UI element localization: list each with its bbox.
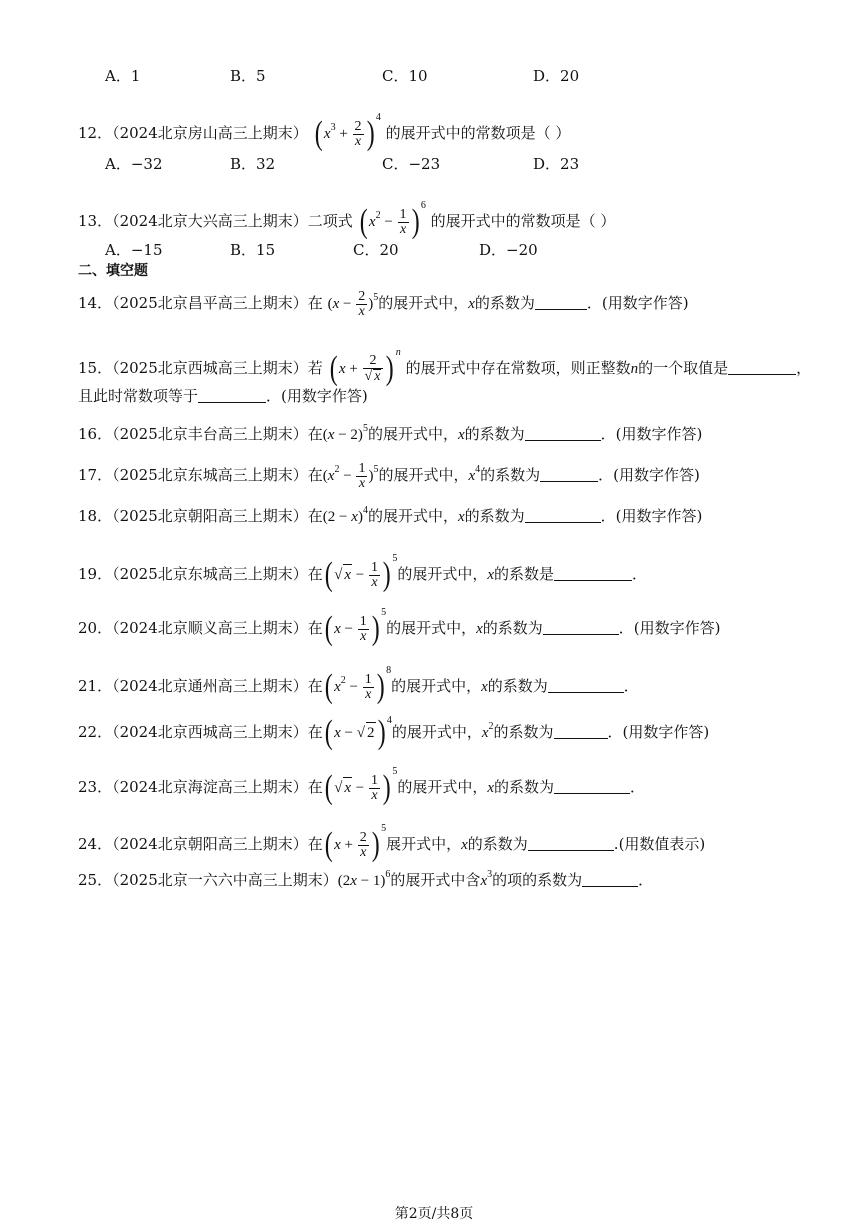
q15-comma: ， [796,359,812,377]
q20-answer-blank[interactable] [543,620,619,635]
q17-mid: 的展开式中， [378,466,469,484]
q22-tail: ．(用数字作答) [607,723,710,741]
q21-mid: 的展开式中， [391,677,482,695]
q15-tail: ．(用数字作答) [266,387,368,405]
q12-option-a: A．−32 [105,155,163,173]
q24-source: （2024北京朝阳高三上期末） [112,835,308,853]
question-18 [78,501,702,527]
q14-number: 14． [78,294,113,312]
q18-tail: ．(用数字作答) [600,507,703,525]
q24-mid: 展开式中， [386,835,462,853]
q20-mid: 的展开式中， [386,619,477,637]
q16-mid: 的展开式中， [367,425,458,443]
q16-answer-blank[interactable] [525,426,601,441]
q12-option-b: B．32 [230,155,276,173]
q18-mid: 的展开式中， [367,507,458,525]
q14-mid: 的展开式中， [378,294,469,312]
q12-option-d: D．23 [533,155,580,173]
q14-answer-blank[interactable] [535,295,587,310]
q25-mid: 的展开式中含 [390,871,481,889]
q23-source: （2024北京海淀高三上期末） [112,778,308,796]
q16-number: 16． [78,425,113,443]
question-15-line-2 [78,386,368,406]
question-17 [78,460,700,491]
question-21 [78,661,639,705]
q23-tail: ． [630,778,646,796]
question-23 [78,762,646,806]
q24-expression: ( x + $\frac{2}{x}$ ) $^5$ [324,823,387,863]
q11-option-d: D．20 [533,67,580,85]
q12-stem: 的展开式中的常数项是（ ） [385,124,571,142]
q22-post: 的系数为 [493,723,554,741]
q19-expression: ( √ x − $\frac{1}{x}$ ) $^5$ [324,553,398,593]
q21-pre: 在 [307,677,323,695]
q25-number: 25． [78,871,113,889]
q20-pre: 在 [307,619,323,637]
q13-number: 13． [78,212,113,230]
question-12 [78,108,571,152]
q17-source: （2025北京东城高三上期末） [112,466,308,484]
q17-answer-blank[interactable] [540,467,598,482]
q18-number: 18． [78,507,113,525]
q11-option-a: A．1 [105,67,141,85]
q13-stem: 的展开式中的常数项是（ ） [430,212,616,230]
q15-answer-blank-2[interactable] [198,388,266,403]
q11-option-c: C．10 [382,67,428,85]
q12-option-c: C．−23 [382,155,441,173]
q22-mid: 的展开式中， [391,723,482,741]
q21-var: x [481,679,488,695]
q20-number: 20． [78,619,113,637]
q17-post: 的系数为 [480,466,541,484]
q20-source: （2024北京顺义高三上期末） [112,619,308,637]
q25-post: 的项的系数为 [492,871,583,889]
q16-post: 的系数为 [464,425,525,443]
q15-answer-blank-1[interactable] [728,360,796,375]
q14-post: 的系数为 [474,294,535,312]
q15-number: 15． [78,359,113,377]
q17-tail: ．(用数字作答) [598,466,700,484]
q14-pre: 在 [307,294,323,312]
q17-number: 17． [78,466,113,484]
q13-expression: ( $x^2$ − $\frac{1}{x}$ ) $^6$ [359,200,426,240]
q18-expression: $(2 - x)^4$ [322,505,368,525]
question-24 [78,819,706,863]
q19-number: 19． [78,565,113,583]
q15-pre: 若 [307,359,323,377]
question-22 [78,711,710,751]
question-19 [78,549,648,593]
q14-tail: ．(用数字作答) [586,294,689,312]
q17-expression: ($x^2$ − $\frac{1}{x}$ )$^5$ [322,460,379,491]
q23-post: 的系数为 [494,778,555,796]
q25-answer-blank[interactable] [582,872,638,887]
q16-pre: 在 [307,425,323,443]
q25-term: $x^3$ [480,869,493,889]
q17-term: $x^4$ [468,464,481,484]
q18-pre: 在 [307,507,323,525]
q25-tail: ． [638,871,654,889]
q20-expression: ( x − $\frac{1}{x}$ ) $^5$ [324,607,387,647]
q19-answer-blank[interactable] [554,566,632,581]
q12-number: 12． [78,124,113,142]
q20-tail: ．(用数字作答) [618,619,721,637]
q20-post: 的系数为 [482,619,543,637]
q20-var: x [476,621,483,637]
q18-var: x [457,509,465,525]
q19-var: x [487,567,495,583]
q21-source: （2024北京通州高三上期末） [112,677,308,695]
q24-post: 的系数为 [467,835,528,853]
q16-source: （2025北京丰台高三上期末） [112,425,308,443]
q25-source: （2025北京一六六中高三上期末） [112,871,338,889]
q18-source: （2025北京朝阳高三上期末） [112,507,308,525]
q13-option-d: D．−20 [479,241,538,259]
q15-source: （2025北京西城高三上期末） [112,359,308,377]
q24-tail: .(用数值表示) [613,835,706,853]
q23-var: x [487,780,495,796]
q24-number: 24． [78,835,113,853]
q21-tail: ． [623,677,639,695]
q19-post: 的系数是 [494,565,555,583]
q16-var: x [457,427,465,443]
q21-post: 的系数为 [487,677,548,695]
q24-pre: 在 [307,835,323,853]
question-15 [78,343,812,387]
q16-tail: ．(用数字作答) [600,425,703,443]
q13-source: （2024北京大兴高三上期末） [112,212,308,230]
q15-mid: 的展开式中存在常数项，则正整数 [405,359,631,377]
q21-answer-blank[interactable] [548,678,624,693]
q17-pre: 在 [307,466,323,484]
q24-var: x [461,837,468,853]
q23-pre: 在 [307,778,323,796]
q19-tail: ． [632,565,648,583]
q19-pre: 在 [307,565,323,583]
q15-line2: 且此时常数项等于 [78,387,199,405]
q15-expression: ( x + $\frac{2}{√ x}$ ) $^n$ [329,347,401,387]
question-25 [78,865,653,891]
q18-post: 的系数为 [464,507,525,525]
q25-expression: $(2x - 1)^6$ [337,869,391,889]
q14-expression: (x − $\frac{2}{x}$ )$^5$ [327,288,379,319]
q13-option-c: C．20 [353,241,399,259]
question-20 [78,603,721,647]
q22-source: （2024北京西城高三上期末） [112,723,308,741]
q16-expression: $(x - 2)^5$ [322,423,368,443]
q22-expression: ( x − √ 2) $^4$ [324,714,392,751]
q15-var: n [630,361,639,377]
q14-source: （2025北京昌平高三上期末） [112,294,308,312]
q13-prefix: 二项式 [307,212,353,230]
q22-answer-blank[interactable] [554,724,608,739]
q19-mid: 的展开式中， [397,565,488,583]
q21-number: 21． [78,677,113,695]
q11-option-b: B．5 [230,67,266,85]
q21-expression: ( $x^2$ − $\frac{1}{x}$ ) $^8$ [324,665,392,705]
q22-pre: 在 [307,723,323,741]
question-16 [78,419,702,445]
q15-post: 的一个取值是 [638,359,729,377]
section-heading-fill-in: 二、填空题 [78,263,148,279]
q23-expression: ( √ x − $\frac{1}{x}$ ) $^5$ [324,766,398,806]
q14-var: x [468,296,475,312]
q12-source: （2024北京房山高三上期末） [112,124,308,142]
page-footer: 第2页/共8页 [394,1206,474,1222]
q23-answer-blank[interactable] [554,779,630,794]
q23-number: 23． [78,778,113,796]
q19-source: （2025北京东城高三上期末） [112,565,308,583]
q23-mid: 的展开式中， [397,778,488,796]
q13-option-b: B．15 [230,241,276,259]
question-13 [78,196,616,240]
q22-term: $x^2$ [481,721,494,741]
q18-answer-blank[interactable] [525,508,601,523]
q22-number: 22． [78,723,113,741]
question-14 [78,288,689,319]
q13-option-a: A．−15 [105,241,163,259]
q12-expression: ( $x^3$ + $\frac{2}{x}$ ) $^4$ [314,112,381,152]
q24-answer-blank[interactable] [528,836,614,851]
